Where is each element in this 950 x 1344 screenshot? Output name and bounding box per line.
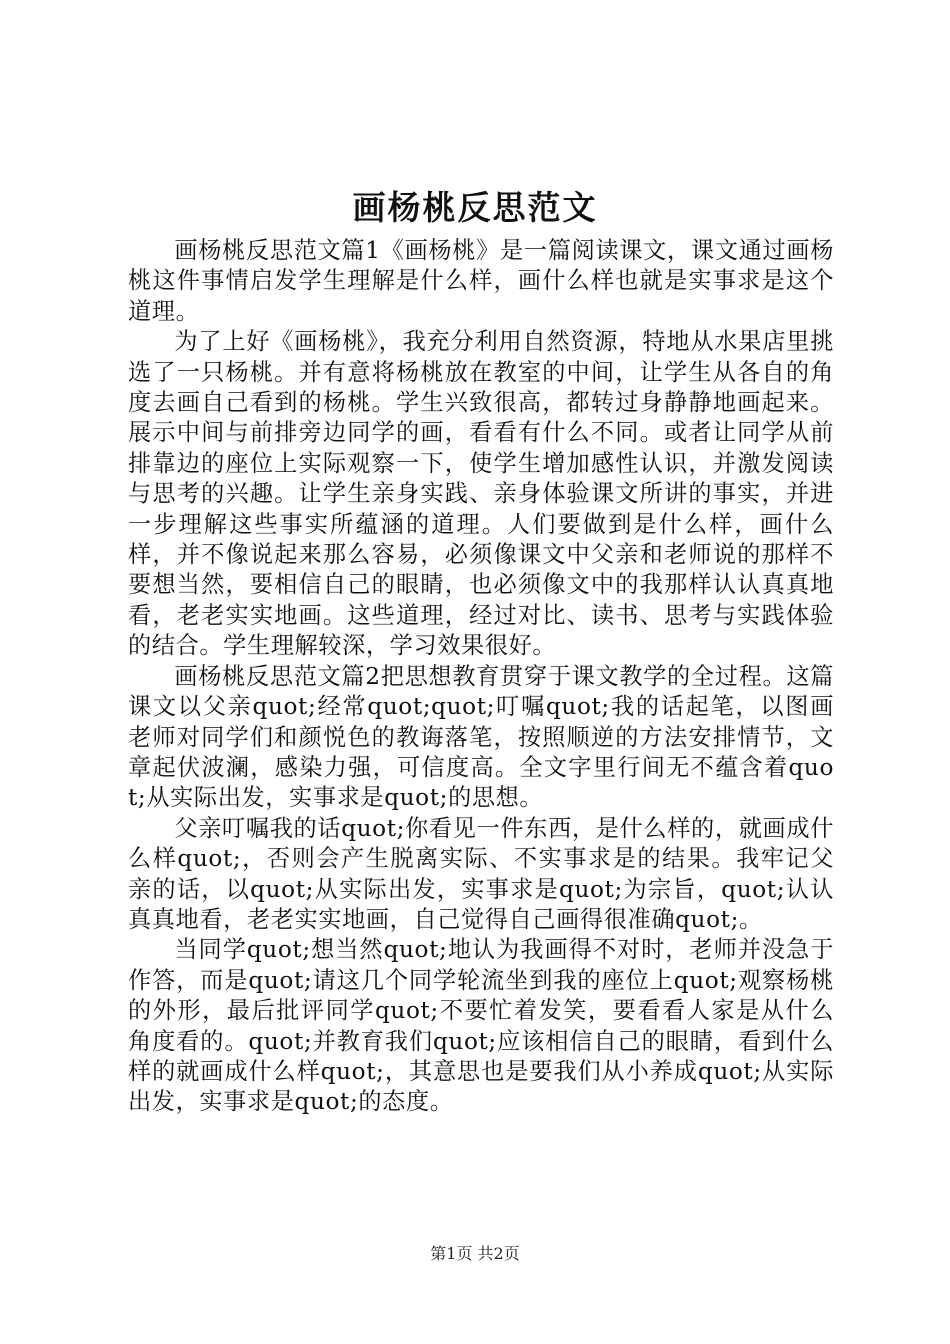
paragraph-2: 为了上好《画杨桃》，我充分利用自然资源，特地从水果店里挑选了一只杨桃。并有意将杨桃放在教室的中间，让学生从各自的角度去画自己看到的杨桃。学生兴致很高，都转过身静静地画起来。展示中间与前排旁边同学的画，看看有什么不同。或者让同学从前排靠边的座位上实际观察一下，使学生增加感性认识，并激发阅读与思考的兴趣。让学生亲身实践、亲身体验课文所讲的事实，并进一步理解这些事实所蕴涵的道理。人们要做到是什么样，画什么样，并不像说起来那么容易，必须像课文中父亲和老师说的那样不要想当然，要相信自己的眼睛，也必须像文中的我那样认认真真地看，老老实实地画。这些道理，经过对比、读书、思考与实践体验的结合。学生理解较深，学习效果很好。 <box>128 328 834 660</box>
paragraph-4: 父亲叮嘱我的话quot;你看见一件东西，是什么样的，就画成什么样quot;，否则会产生脱离实际、不实事求是的结果。我牢记父亲的话，以quot;从实际出发，实事求是quot;为宗旨，quot;认认真真地看，老老实实地画，自己觉得自己画得很准确quot;。 <box>128 814 834 933</box>
paragraph-1: 画杨桃反思范文篇1《画杨桃》是一篇阅读课文，课文通过画杨桃这件事情启发学生理解是什么样，画什么样也就是实事求是这个道理。 <box>128 237 834 325</box>
document-body <box>128 236 834 1118</box>
document-title: 画杨桃反思范文 <box>352 188 598 227</box>
page-footer: 第1页 共2页 <box>430 1244 520 1263</box>
paragraph-3: 画杨桃反思范文篇2把思想教育贯穿于课文教学的全过程。这篇课文以父亲quot;经常quot;quot;叮嘱quot;我的话起笔，以图画老师对同学们和颜悦色的教诲落笔，按照顺逆的方法安排情节，文章起伏波澜，感染力强，可信度高。全文字里行间无不蕴含着quot;从实际出发，实事求是quot;的思想。 <box>128 662 834 812</box>
paragraph-5: 当同学quot;想当然quot;地认为我画得不对时，老师并没急于作答，而是quot;请这几个同学轮流坐到我的座位上quot;观察杨桃的外形，最后批评同学quot;不要忙着发笑，要看看人家是从什么角度看的。quot;并教育我们quot;应该相信自己的眼睛，看到什么样的就画成什么样quot;，其意思也是要我们从小养成quot;从实际出发，实事求是quot;的态度。 <box>128 936 834 1116</box>
